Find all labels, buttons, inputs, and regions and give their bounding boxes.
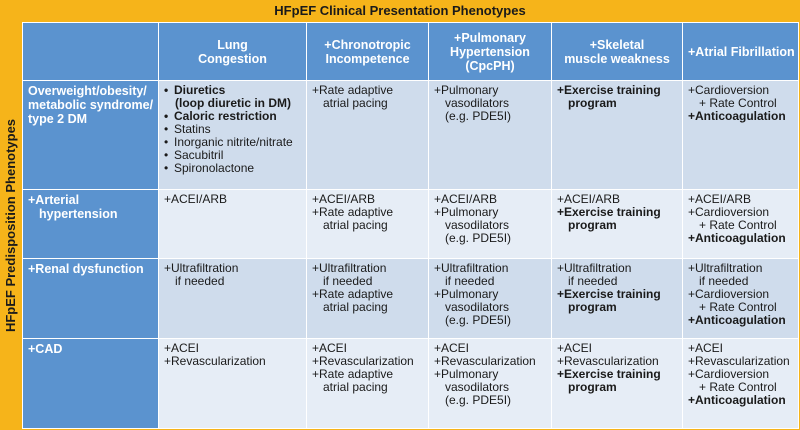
list-item-cont: (loop diuretic in DM) [175, 96, 291, 110]
cell-line: (e.g. PDE5I) [445, 393, 512, 407]
cell-line: +Revascularization [557, 354, 659, 368]
corner-cell [23, 23, 159, 81]
cell-cad-chrono [307, 339, 429, 429]
cell-hypertension-af [683, 190, 799, 259]
cell-line: +Pulmonary [434, 367, 499, 381]
cell-line: +Rate adaptive [312, 83, 394, 97]
cell-line: (e.g. PDE5I) [445, 109, 512, 123]
cell-line: +ACEI [688, 341, 724, 355]
cell-renal-lung [159, 259, 307, 339]
cell-line: +Pulmonary [434, 83, 499, 97]
cell-line: vasodilators [445, 300, 510, 314]
list-item: • Caloric restriction [164, 110, 301, 123]
cell-line: atrial pacing [323, 300, 388, 314]
cell-line: +Revascularization [164, 354, 266, 368]
col-header-atrial-fibrillation [683, 23, 799, 81]
cell-obesity-chrono [307, 81, 429, 190]
cell-line: +Cardioversion [688, 287, 770, 301]
cell-line: +Cardioversion [688, 367, 770, 381]
row-obesity [23, 81, 799, 190]
cell-obesity-pulm [429, 81, 552, 190]
row-renal [23, 259, 799, 339]
cell-renal-chrono [307, 259, 429, 339]
header-line: muscle weakness [564, 51, 670, 66]
cell-line: +Rate adaptive [312, 205, 394, 219]
side-title-text: HFpEF Predisposition Phenotypes [3, 118, 19, 332]
header-line: (CpcPH) [465, 58, 515, 73]
cell-line: +Revascularization [434, 354, 536, 368]
cell-hypertension-chrono [307, 190, 429, 259]
cell-renal-pulm [429, 259, 552, 339]
cell-line: +ACEI/ARB [688, 192, 752, 206]
cell-hypertension-skeletal [552, 190, 683, 259]
cell-line: +Ultrafiltration [688, 261, 763, 275]
cell-line: atrial pacing [323, 380, 388, 394]
row-cad [23, 339, 799, 429]
cell-line: atrial pacing [323, 218, 388, 232]
cell-line: +ACEI/ARB [164, 192, 228, 206]
header-line: Incompetence [325, 51, 410, 66]
cell-line: +Ultrafiltration [557, 261, 632, 275]
cell-line: + Rate Control [699, 380, 777, 394]
header-line: +Pulmonary [454, 30, 526, 45]
header-line: +Skeletal [589, 37, 645, 52]
cell-line: +ACEI [164, 341, 200, 355]
cell-line: vasodilators [445, 380, 510, 394]
list-item: • Diuretics [164, 84, 301, 97]
cell-line: + Rate Control [699, 300, 777, 314]
cell-line: program [568, 96, 617, 110]
cell-line: +Ultrafiltration [164, 261, 239, 275]
list-item: • Statins [164, 123, 301, 136]
col-header-pulmonary-hypertension [429, 23, 552, 81]
cell-obesity-af [683, 81, 799, 190]
cell-line: + Rate Control [699, 96, 777, 110]
header-line: +Atrial Fibrillation [688, 44, 795, 59]
cell-line: +Exercise training [557, 83, 661, 97]
row-header-obesity [23, 81, 159, 190]
cell-line: +Ultrafiltration [434, 261, 509, 275]
cell-line: +Anticoagulation [688, 109, 786, 123]
cell-obesity-skeletal [552, 81, 683, 190]
cell-line: +Anticoagulation [688, 393, 786, 407]
cell-line: if needed [175, 274, 225, 288]
row-header-line: metabolic syndrome/ [28, 98, 154, 112]
cell-line: if needed [699, 274, 749, 288]
cell-line: +Anticoagulation [688, 231, 786, 245]
list-item: • Inorganic nitrite/nitrate [164, 136, 301, 149]
col-header-lung-congestion [159, 23, 307, 81]
cell-renal-skeletal [552, 259, 683, 339]
cell-line: program [568, 380, 617, 394]
figure-title: HFpEF Clinical Presentation Phenotypes [274, 3, 526, 18]
row-header-line: +Arterial [28, 193, 80, 207]
cell-line: +Cardioversion [688, 83, 770, 97]
cell-cad-pulm [429, 339, 552, 429]
cell-line: +Ultrafiltration [312, 261, 387, 275]
cell-line: +Revascularization [312, 354, 414, 368]
cell-line: +ACEI/ARB [557, 192, 621, 206]
cell-line: + Rate Control [699, 218, 777, 232]
cell-cad-lung [159, 339, 307, 429]
cell-line: if needed [445, 274, 495, 288]
cell-line: (e.g. PDE5I) [445, 231, 512, 245]
row-header-renal [23, 259, 159, 339]
header-line: Congestion [198, 51, 267, 66]
header-line: +Chronotropic [324, 37, 411, 52]
cell-line: +Exercise training [557, 287, 661, 301]
row-header-line: Overweight/obesity/ [28, 84, 147, 98]
cell-line: +ACEI [312, 341, 348, 355]
cell-line: +Pulmonary [434, 205, 499, 219]
col-header-chronotropic [307, 23, 429, 81]
cell-hypertension-lung [159, 190, 307, 259]
row-header-line: type 2 DM [28, 112, 88, 126]
row-header-line: +Renal dysfunction [28, 262, 144, 276]
cell-line: +ACEI/ARB [312, 192, 376, 206]
header-row [23, 23, 799, 81]
cell-line: +ACEI [434, 341, 470, 355]
row-hypertension [23, 190, 799, 259]
cell-line: +Exercise training [557, 205, 661, 219]
cell-line: program [568, 300, 617, 314]
cell-line: vasodilators [445, 96, 510, 110]
cell-cad-af [683, 339, 799, 429]
cell-cad-skeletal [552, 339, 683, 429]
list-item: • Spironolactone [164, 162, 301, 175]
cell-line: +Anticoagulation [688, 313, 786, 327]
row-header-cad [23, 339, 159, 429]
row-header-line: +CAD [28, 342, 63, 356]
cell-line: +ACEI/ARB [434, 192, 498, 206]
cell-line: +Cardioversion [688, 205, 770, 219]
row-header-hypertension [23, 190, 159, 259]
cell-line: +Revascularization [688, 354, 790, 368]
cell-line: if needed [568, 274, 618, 288]
side-title [0, 22, 22, 428]
cell-renal-af [683, 259, 799, 339]
cell-line: vasodilators [445, 218, 510, 232]
cell-line: +Rate adaptive [312, 367, 394, 381]
cell-line: +ACEI [557, 341, 593, 355]
cell-line: +Exercise training [557, 367, 661, 381]
cell-line: +Rate adaptive [312, 287, 394, 301]
cell-line: (e.g. PDE5I) [445, 313, 512, 327]
cell-line: +Pulmonary [434, 287, 499, 301]
cell-line: if needed [323, 274, 373, 288]
cell-obesity-lung [159, 81, 307, 190]
cell-line: program [568, 218, 617, 232]
list-item: • Sacubitril [164, 149, 301, 162]
row-header-line: hypertension [39, 207, 118, 221]
col-header-skeletal-muscle [552, 23, 683, 81]
cell-line: atrial pacing [323, 96, 388, 110]
phenotype-table [22, 22, 799, 429]
header-line: Hypertension [450, 44, 530, 59]
header-line: Lung [217, 37, 248, 52]
cell-hypertension-pulm [429, 190, 552, 259]
